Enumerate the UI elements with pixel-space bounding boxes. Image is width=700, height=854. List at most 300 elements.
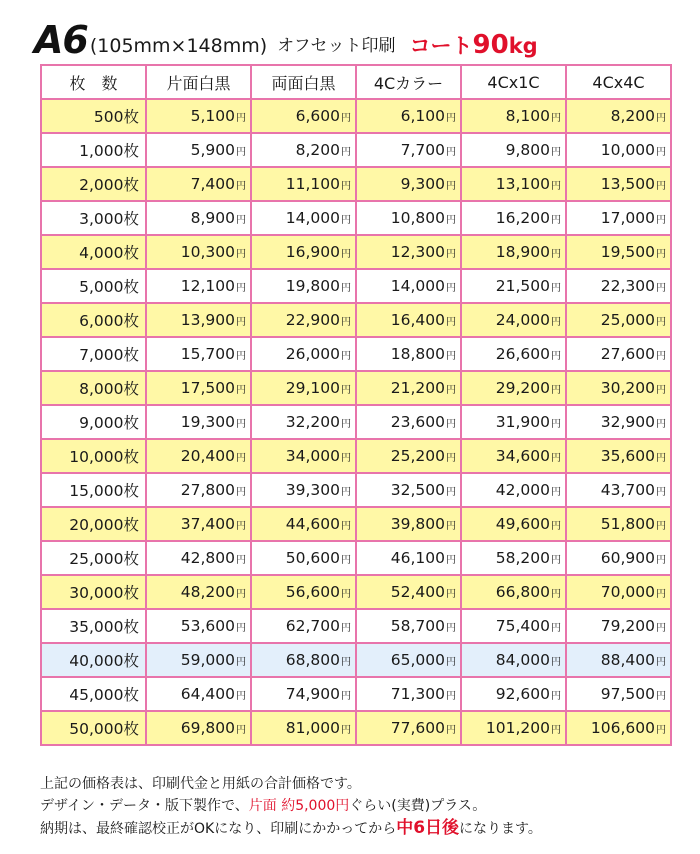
yen-unit: 円 bbox=[236, 691, 246, 702]
price-cell bbox=[461, 269, 566, 303]
yen-unit: 円 bbox=[446, 351, 456, 362]
column-header-double-mono: 両面白黒 bbox=[251, 65, 356, 99]
price-cell bbox=[251, 371, 356, 405]
price-cell bbox=[356, 201, 461, 235]
yen-unit: 円 bbox=[341, 555, 351, 566]
price-cell bbox=[461, 643, 566, 677]
yen-unit: 円 bbox=[656, 521, 666, 532]
yen-unit: 円 bbox=[446, 249, 456, 260]
paper-type bbox=[410, 31, 538, 60]
price-cell bbox=[356, 303, 461, 337]
price-value: 18,800 bbox=[390, 345, 445, 363]
table-row bbox=[41, 303, 671, 337]
yen-unit: 円 bbox=[446, 181, 456, 192]
price-cell bbox=[356, 711, 461, 745]
price-value: 43,700 bbox=[600, 481, 655, 499]
yen-unit: 円 bbox=[236, 283, 246, 294]
price-value: 56,600 bbox=[285, 583, 340, 601]
price-cell bbox=[461, 235, 566, 269]
price-cell bbox=[356, 405, 461, 439]
yen-unit: 円 bbox=[236, 589, 246, 600]
price-value: 77,600 bbox=[390, 719, 445, 737]
table-row bbox=[41, 541, 671, 575]
yen-unit: 円 bbox=[446, 555, 456, 566]
yen-unit: 円 bbox=[341, 725, 351, 736]
note-line-3-post: になります。 bbox=[459, 821, 542, 837]
yen-unit: 円 bbox=[656, 657, 666, 668]
price-value: 42,800 bbox=[180, 549, 235, 567]
quantity-cell: 1,000枚 bbox=[41, 133, 146, 167]
table-row bbox=[41, 439, 671, 473]
yen-unit: 円 bbox=[551, 283, 561, 294]
price-value: 22,900 bbox=[285, 311, 340, 329]
yen-unit: 円 bbox=[656, 283, 666, 294]
price-cell bbox=[461, 575, 566, 609]
price-value: 81,000 bbox=[285, 719, 340, 737]
column-header-quantity: 枚 数 bbox=[41, 65, 146, 99]
note-line-3 bbox=[40, 817, 680, 840]
yen-unit: 円 bbox=[656, 487, 666, 498]
price-value: 75,400 bbox=[495, 617, 550, 635]
yen-unit: 円 bbox=[236, 249, 246, 260]
price-cell bbox=[251, 473, 356, 507]
yen-unit: 円 bbox=[236, 147, 246, 158]
price-cell bbox=[146, 711, 251, 745]
quantity-cell: 5,000枚 bbox=[41, 269, 146, 303]
yen-unit: 円 bbox=[656, 623, 666, 634]
price-value: 39,800 bbox=[390, 515, 445, 533]
price-value: 64,400 bbox=[180, 685, 235, 703]
price-cell bbox=[251, 541, 356, 575]
yen-unit: 円 bbox=[341, 453, 351, 464]
price-value: 24,000 bbox=[495, 311, 550, 329]
yen-unit: 円 bbox=[341, 181, 351, 192]
column-header-4c-1c: 4Cx1C bbox=[461, 65, 566, 99]
price-cell bbox=[251, 235, 356, 269]
price-cell bbox=[146, 609, 251, 643]
price-value: 15,700 bbox=[180, 345, 235, 363]
yen-unit: 円 bbox=[446, 113, 456, 124]
price-value: 53,600 bbox=[180, 617, 235, 635]
yen-unit: 円 bbox=[656, 249, 666, 260]
price-value: 29,100 bbox=[285, 379, 340, 397]
price-cell bbox=[146, 235, 251, 269]
price-value: 7,400 bbox=[190, 175, 235, 193]
price-cell bbox=[566, 473, 671, 507]
price-value: 88,400 bbox=[600, 651, 655, 669]
price-cell bbox=[566, 643, 671, 677]
yen-unit: 円 bbox=[236, 453, 246, 464]
yen-unit: 円 bbox=[236, 351, 246, 362]
price-value: 18,900 bbox=[495, 243, 550, 261]
quantity-cell: 15,000枚 bbox=[41, 473, 146, 507]
price-value: 26,000 bbox=[285, 345, 340, 363]
quantity-cell: 9,000枚 bbox=[41, 405, 146, 439]
yen-unit: 円 bbox=[341, 385, 351, 396]
price-value: 11,100 bbox=[285, 175, 340, 193]
price-cell bbox=[146, 167, 251, 201]
price-value: 12,100 bbox=[180, 277, 235, 295]
price-cell bbox=[356, 235, 461, 269]
table-row bbox=[41, 235, 671, 269]
price-value: 5,900 bbox=[190, 141, 235, 159]
price-value: 59,000 bbox=[180, 651, 235, 669]
price-cell bbox=[461, 405, 566, 439]
quantity-cell: 30,000枚 bbox=[41, 575, 146, 609]
yen-unit: 円 bbox=[446, 657, 456, 668]
yen-unit: 円 bbox=[236, 317, 246, 328]
price-value: 32,200 bbox=[285, 413, 340, 431]
price-cell bbox=[356, 133, 461, 167]
price-value: 66,800 bbox=[495, 583, 550, 601]
price-value: 21,500 bbox=[495, 277, 550, 295]
price-value: 8,100 bbox=[505, 107, 550, 125]
price-value: 74,900 bbox=[285, 685, 340, 703]
yen-unit: 円 bbox=[446, 487, 456, 498]
note-line-3-highlight: 中6日後 bbox=[396, 818, 460, 838]
price-cell bbox=[251, 99, 356, 133]
yen-unit: 円 bbox=[341, 589, 351, 600]
yen-unit: 円 bbox=[656, 113, 666, 124]
price-cell bbox=[251, 643, 356, 677]
price-value: 25,000 bbox=[600, 311, 655, 329]
yen-unit: 円 bbox=[236, 487, 246, 498]
price-value: 9,800 bbox=[505, 141, 550, 159]
table-row bbox=[41, 643, 671, 677]
price-value: 97,500 bbox=[600, 685, 655, 703]
price-value: 16,200 bbox=[495, 209, 550, 227]
price-value: 46,100 bbox=[390, 549, 445, 567]
note-line-2-pre: デザイン・データ・版下製作で、 bbox=[40, 798, 249, 814]
price-value: 14,000 bbox=[390, 277, 445, 295]
price-cell bbox=[251, 303, 356, 337]
price-value: 49,600 bbox=[495, 515, 550, 533]
yen-unit: 円 bbox=[341, 521, 351, 532]
price-cell bbox=[251, 677, 356, 711]
price-value: 16,400 bbox=[390, 311, 445, 329]
yen-unit: 円 bbox=[236, 555, 246, 566]
price-cell bbox=[356, 337, 461, 371]
yen-unit: 円 bbox=[446, 215, 456, 226]
price-value: 34,600 bbox=[495, 447, 550, 465]
price-value: 68,800 bbox=[285, 651, 340, 669]
yen-unit: 円 bbox=[551, 317, 561, 328]
yen-unit: 円 bbox=[551, 657, 561, 668]
table-row bbox=[41, 337, 671, 371]
yen-unit: 円 bbox=[551, 181, 561, 192]
price-cell bbox=[251, 507, 356, 541]
price-value: 8,900 bbox=[190, 209, 235, 227]
yen-unit: 円 bbox=[236, 181, 246, 192]
paper-weight: 90 bbox=[472, 30, 509, 60]
price-cell bbox=[566, 201, 671, 235]
price-value: 10,300 bbox=[180, 243, 235, 261]
price-value: 27,800 bbox=[180, 481, 235, 499]
size-logo: A6 bbox=[34, 18, 88, 62]
yen-unit: 円 bbox=[341, 691, 351, 702]
yen-unit: 円 bbox=[656, 555, 666, 566]
price-cell bbox=[461, 337, 566, 371]
table-row bbox=[41, 473, 671, 507]
price-cell bbox=[356, 439, 461, 473]
price-cell bbox=[251, 439, 356, 473]
price-value: 31,900 bbox=[495, 413, 550, 431]
paper-size: (105mm×148mm) bbox=[89, 35, 268, 57]
price-cell bbox=[566, 677, 671, 711]
price-value: 30,200 bbox=[600, 379, 655, 397]
yen-unit: 円 bbox=[656, 181, 666, 192]
yen-unit: 円 bbox=[656, 385, 666, 396]
price-value: 34,000 bbox=[285, 447, 340, 465]
yen-unit: 円 bbox=[446, 623, 456, 634]
quantity-cell: 3,000枚 bbox=[41, 201, 146, 235]
table-row bbox=[41, 201, 671, 235]
yen-unit: 円 bbox=[236, 215, 246, 226]
price-value: 39,300 bbox=[285, 481, 340, 499]
yen-unit: 円 bbox=[656, 317, 666, 328]
table-row bbox=[41, 371, 671, 405]
price-cell bbox=[461, 711, 566, 745]
price-cell bbox=[356, 269, 461, 303]
price-cell bbox=[146, 643, 251, 677]
header-row bbox=[41, 65, 671, 99]
price-cell bbox=[461, 507, 566, 541]
yen-unit: 円 bbox=[341, 147, 351, 158]
yen-unit: 円 bbox=[446, 453, 456, 464]
price-value: 52,400 bbox=[390, 583, 445, 601]
price-cell bbox=[146, 439, 251, 473]
yen-unit: 円 bbox=[236, 385, 246, 396]
price-cell bbox=[251, 167, 356, 201]
yen-unit: 円 bbox=[341, 215, 351, 226]
price-value: 62,700 bbox=[285, 617, 340, 635]
yen-unit: 円 bbox=[551, 453, 561, 464]
price-value: 70,000 bbox=[600, 583, 655, 601]
yen-unit: 円 bbox=[446, 589, 456, 600]
price-value: 14,000 bbox=[285, 209, 340, 227]
yen-unit: 円 bbox=[446, 147, 456, 158]
price-cell bbox=[461, 371, 566, 405]
quantity-cell: 7,000枚 bbox=[41, 337, 146, 371]
price-value: 32,500 bbox=[390, 481, 445, 499]
price-cell bbox=[566, 303, 671, 337]
quantity-cell: 20,000枚 bbox=[41, 507, 146, 541]
yen-unit: 円 bbox=[551, 725, 561, 736]
price-cell bbox=[146, 269, 251, 303]
price-value: 13,900 bbox=[180, 311, 235, 329]
price-value: 8,200 bbox=[610, 107, 655, 125]
price-value: 10,800 bbox=[390, 209, 445, 227]
price-cell bbox=[146, 677, 251, 711]
price-cell bbox=[461, 439, 566, 473]
yen-unit: 円 bbox=[236, 725, 246, 736]
table-row bbox=[41, 711, 671, 745]
price-value: 5,100 bbox=[190, 107, 235, 125]
quantity-cell: 40,000枚 bbox=[41, 643, 146, 677]
price-value: 19,500 bbox=[600, 243, 655, 261]
price-value: 32,900 bbox=[600, 413, 655, 431]
page-header bbox=[34, 18, 538, 60]
price-cell bbox=[251, 575, 356, 609]
price-cell bbox=[566, 337, 671, 371]
yen-unit: 円 bbox=[236, 657, 246, 668]
price-cell bbox=[146, 507, 251, 541]
yen-unit: 円 bbox=[341, 351, 351, 362]
price-cell bbox=[566, 99, 671, 133]
yen-unit: 円 bbox=[446, 521, 456, 532]
yen-unit: 円 bbox=[551, 691, 561, 702]
price-value: 35,600 bbox=[600, 447, 655, 465]
price-cell bbox=[566, 405, 671, 439]
note-line-1: 上記の価格表は、印刷代金と用紙の合計価格です。 bbox=[40, 776, 361, 792]
price-value: 17,500 bbox=[180, 379, 235, 397]
price-cell bbox=[461, 99, 566, 133]
notes bbox=[40, 773, 680, 840]
price-cell bbox=[461, 133, 566, 167]
price-value: 71,300 bbox=[390, 685, 445, 703]
quantity-cell: 6,000枚 bbox=[41, 303, 146, 337]
price-cell bbox=[356, 99, 461, 133]
yen-unit: 円 bbox=[446, 419, 456, 430]
quantity-cell: 25,000枚 bbox=[41, 541, 146, 575]
price-cell bbox=[146, 303, 251, 337]
table-row bbox=[41, 575, 671, 609]
yen-unit: 円 bbox=[236, 623, 246, 634]
price-value: 17,000 bbox=[600, 209, 655, 227]
price-value: 16,900 bbox=[285, 243, 340, 261]
column-header-4c-color: 4Cカラー bbox=[356, 65, 461, 99]
yen-unit: 円 bbox=[341, 317, 351, 328]
price-cell bbox=[356, 609, 461, 643]
price-value: 13,100 bbox=[495, 175, 550, 193]
column-header-4c-4c: 4Cx4C bbox=[566, 65, 671, 99]
price-value: 92,600 bbox=[495, 685, 550, 703]
yen-unit: 円 bbox=[551, 555, 561, 566]
yen-unit: 円 bbox=[446, 317, 456, 328]
price-value: 23,600 bbox=[390, 413, 445, 431]
price-value: 51,800 bbox=[600, 515, 655, 533]
price-cell bbox=[251, 269, 356, 303]
table-row bbox=[41, 677, 671, 711]
price-value: 84,000 bbox=[495, 651, 550, 669]
yen-unit: 円 bbox=[446, 283, 456, 294]
price-value: 19,800 bbox=[285, 277, 340, 295]
price-cell bbox=[356, 507, 461, 541]
price-cell bbox=[251, 337, 356, 371]
price-value: 6,100 bbox=[400, 107, 445, 125]
note-line-2-post: ぐらい(実費)プラス。 bbox=[349, 798, 487, 814]
price-value: 26,600 bbox=[495, 345, 550, 363]
price-value: 19,300 bbox=[180, 413, 235, 431]
price-cell bbox=[461, 677, 566, 711]
table-row bbox=[41, 99, 671, 133]
price-cell bbox=[461, 303, 566, 337]
yen-unit: 円 bbox=[656, 589, 666, 600]
yen-unit: 円 bbox=[656, 419, 666, 430]
paper-weight-unit: kg bbox=[508, 34, 538, 58]
price-cell bbox=[356, 677, 461, 711]
table-row bbox=[41, 269, 671, 303]
price-value: 7,700 bbox=[400, 141, 445, 159]
price-cell bbox=[461, 473, 566, 507]
price-cell bbox=[146, 133, 251, 167]
yen-unit: 円 bbox=[341, 657, 351, 668]
price-cell bbox=[146, 473, 251, 507]
price-value: 42,000 bbox=[495, 481, 550, 499]
yen-unit: 円 bbox=[551, 589, 561, 600]
quantity-cell: 10,000枚 bbox=[41, 439, 146, 473]
price-table-body bbox=[41, 99, 671, 745]
price-cell bbox=[251, 711, 356, 745]
yen-unit: 円 bbox=[341, 419, 351, 430]
yen-unit: 円 bbox=[341, 113, 351, 124]
price-value: 25,200 bbox=[390, 447, 445, 465]
price-value: 44,600 bbox=[285, 515, 340, 533]
price-cell bbox=[146, 371, 251, 405]
price-cell bbox=[146, 541, 251, 575]
price-value: 37,400 bbox=[180, 515, 235, 533]
yen-unit: 円 bbox=[656, 453, 666, 464]
price-value: 29,200 bbox=[495, 379, 550, 397]
quantity-cell: 45,000枚 bbox=[41, 677, 146, 711]
yen-unit: 円 bbox=[551, 623, 561, 634]
price-value: 22,300 bbox=[600, 277, 655, 295]
price-cell bbox=[566, 235, 671, 269]
price-cell bbox=[146, 575, 251, 609]
price-cell bbox=[566, 133, 671, 167]
price-value: 58,200 bbox=[495, 549, 550, 567]
table-row bbox=[41, 507, 671, 541]
yen-unit: 円 bbox=[551, 249, 561, 260]
price-cell bbox=[146, 337, 251, 371]
quantity-cell: 500枚 bbox=[41, 99, 146, 133]
price-value: 8,200 bbox=[295, 141, 340, 159]
price-cell bbox=[566, 371, 671, 405]
price-value: 58,700 bbox=[390, 617, 445, 635]
price-table bbox=[40, 64, 672, 746]
yen-unit: 円 bbox=[236, 521, 246, 532]
price-cell bbox=[251, 133, 356, 167]
quantity-cell: 35,000枚 bbox=[41, 609, 146, 643]
price-cell bbox=[566, 609, 671, 643]
price-value: 20,400 bbox=[180, 447, 235, 465]
price-cell bbox=[251, 609, 356, 643]
table-row bbox=[41, 405, 671, 439]
quantity-cell: 8,000枚 bbox=[41, 371, 146, 405]
price-value: 12,300 bbox=[390, 243, 445, 261]
price-value: 79,200 bbox=[600, 617, 655, 635]
quantity-cell: 4,000枚 bbox=[41, 235, 146, 269]
column-header-single-mono: 片面白黒 bbox=[146, 65, 251, 99]
price-cell bbox=[251, 405, 356, 439]
price-cell bbox=[461, 609, 566, 643]
table-row bbox=[41, 133, 671, 167]
price-value: 9,300 bbox=[400, 175, 445, 193]
note-line-3-pre: 納期は、最終確認校正がOKになり、印刷にかかってから bbox=[40, 821, 397, 837]
price-value: 13,500 bbox=[600, 175, 655, 193]
yen-unit: 円 bbox=[236, 113, 246, 124]
table-row bbox=[41, 167, 671, 201]
table-row bbox=[41, 609, 671, 643]
price-cell bbox=[566, 439, 671, 473]
quantity-cell: 2,000枚 bbox=[41, 167, 146, 201]
price-value: 60,900 bbox=[600, 549, 655, 567]
yen-unit: 円 bbox=[446, 385, 456, 396]
price-cell bbox=[356, 167, 461, 201]
price-value: 101,200 bbox=[485, 719, 550, 737]
price-cell bbox=[251, 201, 356, 235]
price-cell bbox=[356, 473, 461, 507]
